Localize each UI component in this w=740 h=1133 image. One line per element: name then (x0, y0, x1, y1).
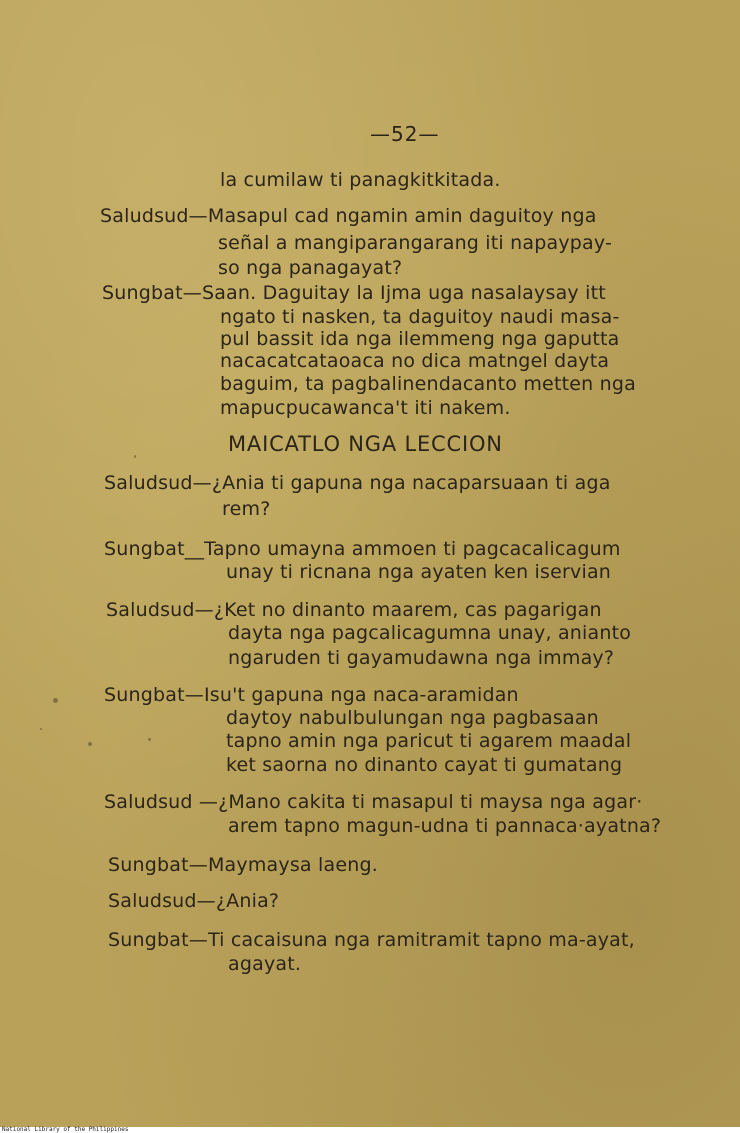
text-line: dayta nga pagcalicagumna unay, anianto (228, 622, 632, 644)
text-line: arem tapno magun-udna ti pannaca·ayatna? (228, 815, 662, 837)
text-line: Saludsud—¿Ania? (108, 890, 280, 912)
text-line: Sungbat__Tapno umayna ammoen ti pagcacalicagum (104, 538, 621, 560)
text-line: Sungbat—Saan. Daguitay la Ijma uga nasalaysay itt (102, 282, 606, 304)
text-line: ngato ti nasken, ta daguitoy naudi masa- (220, 306, 620, 328)
paper-speck (40, 728, 42, 730)
text-line: ket saorna no dinanto cayat ti gumatang (226, 754, 623, 776)
text-line: ngaruden ti gayamudawna nga immay? (228, 647, 615, 669)
text-line: unay ti ricnana nga ayaten ken iservian (226, 561, 612, 583)
text-line: baguim, ta pagbalinendacanto metten nga (220, 373, 636, 395)
paper-speck (148, 738, 151, 741)
text-line: señal a mangiparangarang iti napaypay- (218, 232, 613, 254)
section-heading: MAICATLO NGA LECCION (228, 432, 503, 456)
paper-speck (88, 742, 92, 746)
text-line: so nga panagayat? (218, 257, 403, 279)
text-line: la cumilaw ti panagkitkitada. (220, 169, 501, 191)
text-line: pul bassit ida nga ilemmeng nga gaputta (220, 328, 620, 350)
paper-speck (134, 455, 136, 458)
text-line: Saludsud—¿Ania ti gapuna nga nacaparsuaan ti aga (104, 472, 611, 494)
text-line: nacacatcataoaca no dica matngel dayta (220, 350, 610, 372)
text-line: daytoy nabulbulungan nga pagbasaan (226, 707, 599, 729)
text-line: mapucpucawanca't iti nakem. (220, 397, 511, 419)
paper-speck (53, 698, 58, 703)
text-line: agayat. (228, 953, 302, 975)
text-line: Saludsud—Masapul cad ngamin amin daguitoy nga (100, 205, 597, 227)
text-line: Sungbat—Maymaysa laeng. (108, 854, 378, 876)
text-line: Saludsud—¿Ket no dinanto maarem, cas pagarigan (106, 599, 602, 621)
text-line: rem? (222, 498, 271, 520)
text-line: tapno amin nga paricut ti agarem maadal (226, 730, 632, 752)
library-credit: National Library of the Philippines (2, 1126, 129, 1133)
page-number: —52— (370, 122, 440, 146)
text-line: Sungbat—Isu't gapuna nga naca-aramidan (104, 684, 519, 706)
text-line: Saludsud —¿Mano cakita ti masapul ti maysa nga agar· (104, 791, 643, 813)
text-line: Sungbat—Ti cacaisuna nga ramitramit tapno ma-ayat, (108, 929, 635, 951)
